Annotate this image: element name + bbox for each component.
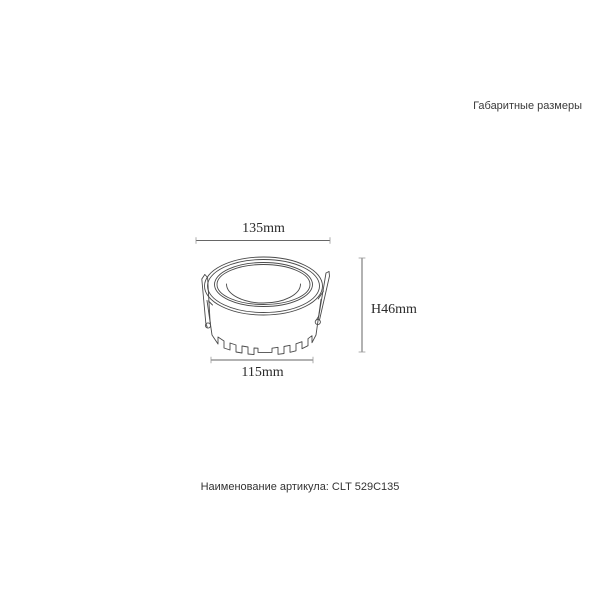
dimension-label-bottom-width: 115mm (241, 365, 284, 380)
article-name-label: Наименование артикула: CLT 529C135 (200, 481, 400, 493)
dimension-label-right-height: H46mm (371, 302, 417, 317)
reflector-cavity-arc (227, 284, 301, 303)
page-title: Габаритные размеры (473, 100, 582, 112)
dim-line-right-height (359, 258, 366, 352)
dimension-label-top-width: 135mm (242, 221, 285, 236)
trim-ring-inner-edge (215, 263, 313, 307)
trim-ring-inner-inner-line (217, 265, 310, 305)
trim-ring (205, 257, 323, 315)
dim-line-top-width (196, 237, 330, 244)
dim-line-bottom-width (211, 357, 313, 364)
